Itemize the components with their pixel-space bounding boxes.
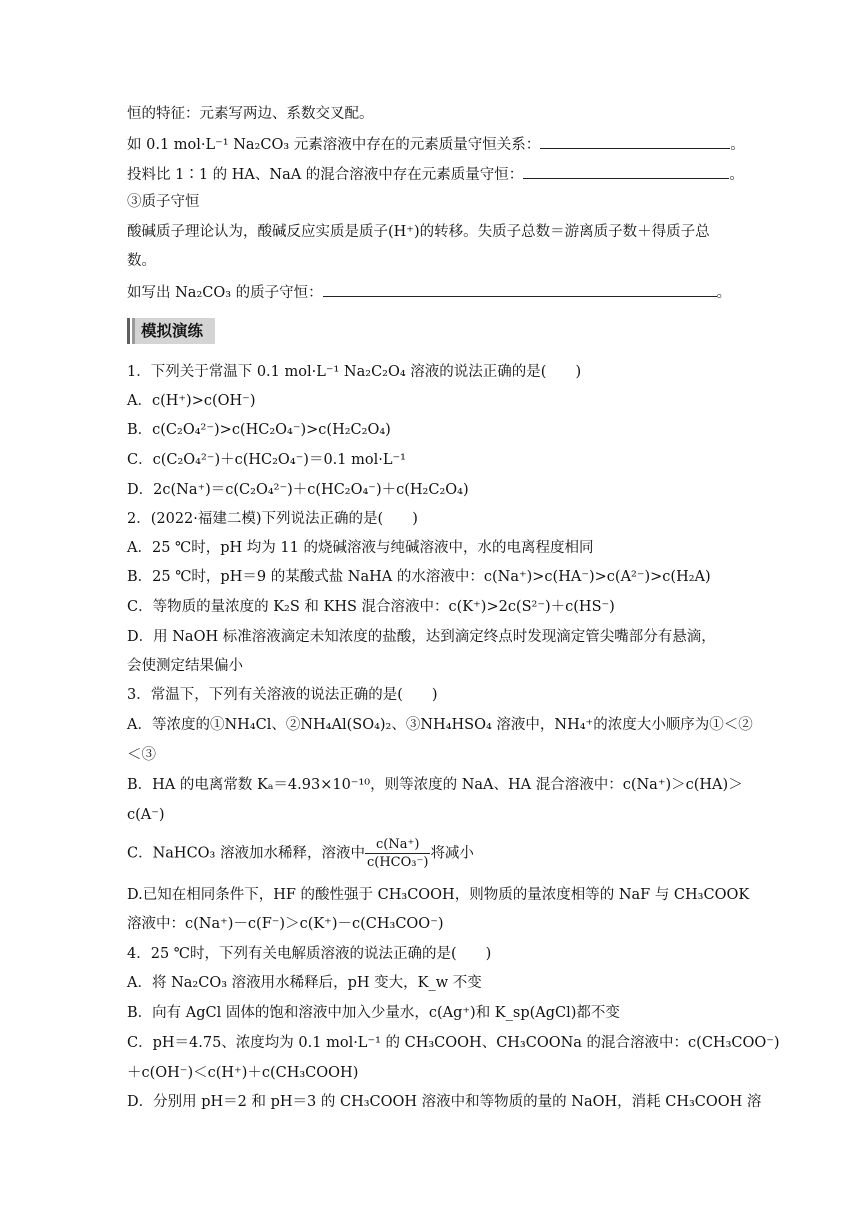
q1-option-b: B．c(C₂O₄²⁻)>c(HC₂O₄⁻)>c(H₂C₂O₄) (127, 422, 391, 438)
q3-stem: 3．常温下，下列有关溶液的说法正确的是( ) (127, 687, 438, 703)
intro-line-3 (127, 164, 744, 185)
q4-option-a: A．将 Na₂CO₃ 溶液用水稀释后，pH 变大，K_w 不变 (127, 975, 482, 991)
section-header (127, 318, 215, 344)
q3-option-a-line1: A．等浓度的①NH₄Cl、②NH₄Al(SO₄)₂、③NH₄HSO₄ 溶液中，NH₄⁺的浓度大小顺序为①＜② (127, 717, 753, 733)
intro-line-4: ③质子守恒 (127, 194, 200, 210)
q1-option-c: C．c(C₂O₄²⁻)＋c(HC₂O₄⁻)＝0.1 mol·L⁻¹ (127, 452, 406, 468)
intro-line-7 (127, 282, 736, 303)
q3-option-c-suffix: 将减小 (430, 845, 474, 862)
answer-blank[interactable] (523, 164, 729, 179)
answer-blank[interactable] (323, 282, 717, 297)
q3-option-b-line2: c(A⁻) (127, 807, 165, 823)
q4-stem: 4．25 ℃时，下列有关电解质溶液的说法正确的是( ) (127, 946, 492, 962)
q2-stem: 2．(2022·福建二模)下列说法正确的是( ) (127, 511, 418, 527)
q1-option-a: A．c(H⁺)>c(OH⁻) (127, 393, 256, 409)
q3-option-c (127, 836, 736, 871)
q3-option-b-line1: B．HA 的电离常数 Kₐ＝4.93×10⁻¹⁰，则等浓度的 NaA、HA 混合溶液中：c(Na⁺)＞c(HA)＞ (127, 777, 743, 793)
q4-option-b: B．向有 AgCl 固体的饱和溶液中加入少量水，c(Ag⁺)和 K_sp(AgCl)都不变 (127, 1005, 620, 1021)
q4-option-c-line1: C．pH＝4.75、浓度均为 0.1 mol·L⁻¹ 的 CH₃COOH、CH₃COONa 的混合溶液中：c(CH₃COO⁻) (127, 1035, 780, 1051)
section-marker (127, 318, 135, 344)
fraction-numerator: c(Na⁺) (365, 836, 430, 854)
q3-option-d-line1: D.已知在相同条件下，HF 的酸性强于 CH₃COOH，则物质的量浓度相等的 NaF 与 CH₃COOK (127, 887, 750, 903)
q3-option-c-prefix: C．NaHCO₃ 溶液加水稀释，溶液中 (127, 845, 365, 862)
q1-stem: 1．下列关于常温下 0.1 mol·L⁻¹ Na₂C₂O₄ 溶液的说法正确的是( ) (127, 364, 582, 380)
fraction-denominator: c(HCO₃⁻) (366, 855, 429, 870)
intro-line-7-text: 如写出 Na₂CO₃ 的质子守恒： (127, 285, 323, 301)
answer-blank[interactable] (540, 134, 730, 149)
intro-line-2 (127, 134, 745, 155)
q2-option-d-line1: D．用 NaOH 标准溶液滴定未知浓度的盐酸，达到滴定终点时发现滴定管尖嘴部分有悬滴， (127, 629, 716, 645)
intro-line-3-text: 投料比 1∶1 的 HA、NaA 的混合溶液中存在元素质量守恒： (127, 167, 524, 183)
intro-line-2-text: 如 0.1 mol·L⁻¹ Na₂CO₃ 元素溶液中存在的元素质量守恒关系： (127, 137, 541, 153)
period: 。 (729, 167, 744, 183)
q2-option-d-line2: 会使测定结果偏小 (127, 658, 243, 674)
q2-option-a: A．25 ℃时，pH 均为 11 的烧碱溶液与纯碱溶液中，水的电离程度相同 (127, 540, 594, 556)
intro-line-6: 数。 (127, 253, 156, 269)
period: 。 (716, 285, 732, 301)
intro-line-1: 恒的特征：元素写两边、系数交叉配。 (127, 106, 374, 122)
q2-option-b: B．25 ℃时，pH＝9 的某酸式盐 NaHA 的水溶液中：c(Na⁺)>c(HA⁻)>c(A²⁻)>c(H₂A) (127, 569, 711, 585)
q1-option-d: D．2c(Na⁺)＝c(C₂O₄²⁻)＋c(HC₂O₄⁻)＋c(H₂C₂O₄) (127, 482, 469, 498)
q4-option-c-line2: ＋c(OH⁻)＜c(H⁺)＋c(CH₃COOH) (127, 1065, 359, 1081)
q3-option-d-line2: 溶液中：c(Na⁺)－c(F⁻)＞c(K⁺)－c(CH₃COO⁻) (127, 916, 444, 932)
intro-line-5: 酸碱质子理论认为，酸碱反应实质是质子(H⁺)的转移。失质子总数＝游离质子数＋得质子总 (127, 224, 710, 240)
q4-option-d-line1: D．分别用 pH＝2 和 pH＝3 的 CH₃COOH 溶液中和等物质的量的 NaOH，消耗 CH₃COOH 溶 (127, 1094, 762, 1110)
section-title: 模拟演练 (135, 318, 215, 344)
period: 。 (730, 137, 745, 153)
q2-option-c: C．等物质的量浓度的 K₂S 和 KHS 混合溶液中：c(K⁺)>2c(S²⁻)＋c(HS⁻) (127, 599, 615, 615)
q3-option-a-line2: ＜③ (127, 747, 156, 763)
fraction (365, 836, 430, 871)
